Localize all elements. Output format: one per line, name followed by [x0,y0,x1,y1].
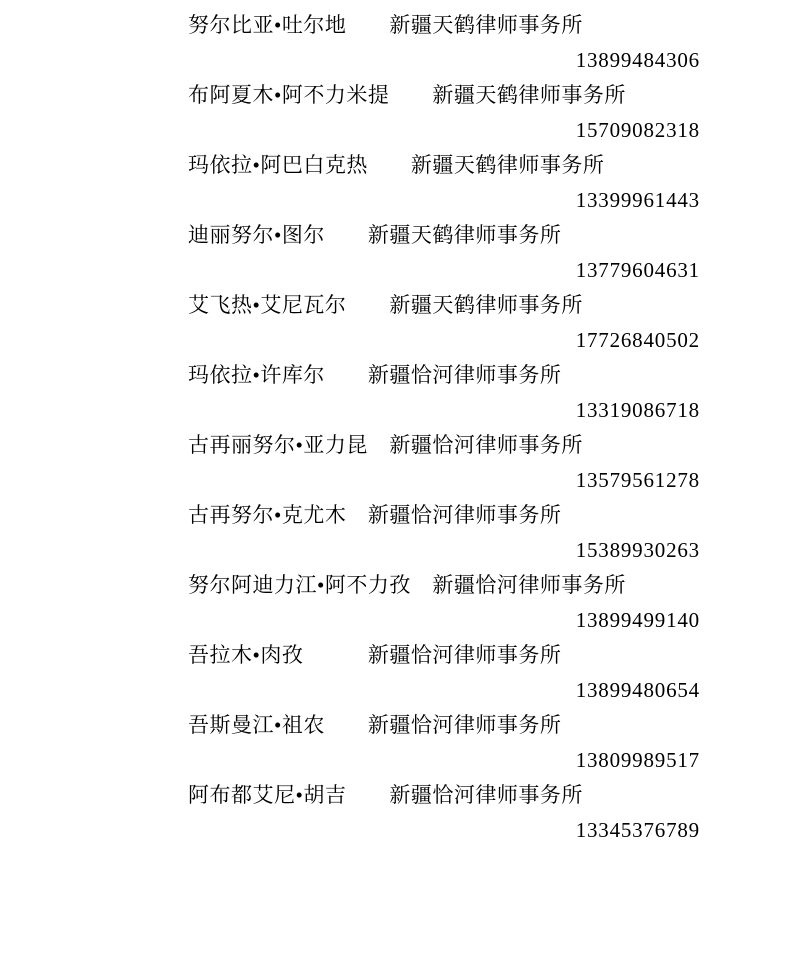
lawyer-phone: 13579561278 [575,468,700,492]
lawyer-name-firm-line [0,148,800,183]
lawyer-name: 吾斯曼江•祖农 [188,713,325,737]
spacer [368,153,411,177]
lawyer-phone: 15389930263 [575,538,700,562]
lawyer-name: 布阿夏木•阿不力米提 [188,83,390,107]
lawyer-name: 艾飞热•艾尼瓦尔 [188,293,347,317]
lawyer-name-firm-line [0,358,800,393]
law-firm-name: 新疆恰河律师事务所 [367,713,562,737]
lawyer-name: 努尔阿迪力江•阿不力孜 [188,573,411,597]
lawyer-entry [0,358,800,428]
lawyer-entry [0,8,800,78]
lawyer-phone: 13319086718 [575,398,700,422]
spacer [346,293,389,317]
spacer [325,713,368,737]
lawyer-entry [0,568,800,638]
spacer [389,83,432,107]
lawyer-name: 古再丽努尔•亚力昆 [188,433,368,457]
lawyer-entry [0,638,800,708]
lawyer-entry [0,498,800,568]
lawyer-entry [0,428,800,498]
lawyer-entry [0,288,800,358]
lawyer-name: 古再努尔•克尤木 [188,503,347,527]
lawyer-entry [0,148,800,218]
lawyer-name-firm-line [0,8,800,43]
lawyer-phone: 13345376789 [575,818,700,842]
lawyer-name-firm-line [0,708,800,743]
lawyer-phone: 13899480654 [575,678,700,702]
lawyer-name: 玛依拉•许库尔 [188,363,325,387]
lawyer-entry [0,708,800,778]
law-firm-name: 新疆恰河律师事务所 [432,573,626,597]
law-firm-name: 新疆天鹤律师事务所 [432,83,626,107]
spacer [346,783,389,807]
lawyer-name-firm-line [0,778,800,813]
spacer [303,643,368,667]
spacer [325,363,368,387]
law-firm-name: 新疆恰河律师事务所 [389,783,583,807]
lawyer-phone: 13899499140 [575,608,700,632]
spacer [411,573,433,597]
law-firm-name: 新疆恰河律师事务所 [367,503,562,527]
spacer [346,503,368,527]
law-firm-name: 新疆天鹤律师事务所 [367,223,562,247]
law-firm-name: 新疆天鹤律师事务所 [389,13,583,37]
lawyer-phone: 13899484306 [575,48,700,72]
law-firm-name: 新疆天鹤律师事务所 [410,153,605,177]
spacer [325,223,368,247]
lawyer-phone: 13779604631 [575,258,700,282]
spacer [346,13,389,37]
lawyer-name: 迪丽努尔•图尔 [188,223,325,247]
lawyer-entry [0,218,800,288]
law-firm-name: 新疆恰河律师事务所 [367,643,562,667]
lawyer-phone: 13809989517 [575,748,700,772]
lawyer-entry [0,778,800,848]
spacer [368,433,390,457]
lawyer-name: 阿布都艾尼•胡吉 [188,783,347,807]
lawyer-entry [0,78,800,148]
lawyer-name-firm-line [0,288,800,323]
lawyer-name-firm-line [0,498,800,533]
lawyer-name: 吾拉木•肉孜 [188,643,304,667]
lawyer-phone: 13399961443 [575,188,700,212]
law-firm-name: 新疆恰河律师事务所 [367,363,562,387]
lawyer-name: 玛依拉•阿巴白克热 [188,153,368,177]
lawyer-name-firm-line [0,638,800,673]
lawyer-name-firm-line [0,218,800,253]
lawyer-name-firm-line [0,428,800,463]
lawyer-phone: 15709082318 [575,118,700,142]
lawyer-phone: 17726840502 [575,328,700,352]
law-firm-name: 新疆恰河律师事务所 [389,433,583,457]
law-firm-name: 新疆天鹤律师事务所 [389,293,583,317]
lawyer-name-firm-line [0,568,800,603]
lawyer-name-firm-line [0,78,800,113]
lawyer-name: 努尔比亚•吐尔地 [188,13,347,37]
